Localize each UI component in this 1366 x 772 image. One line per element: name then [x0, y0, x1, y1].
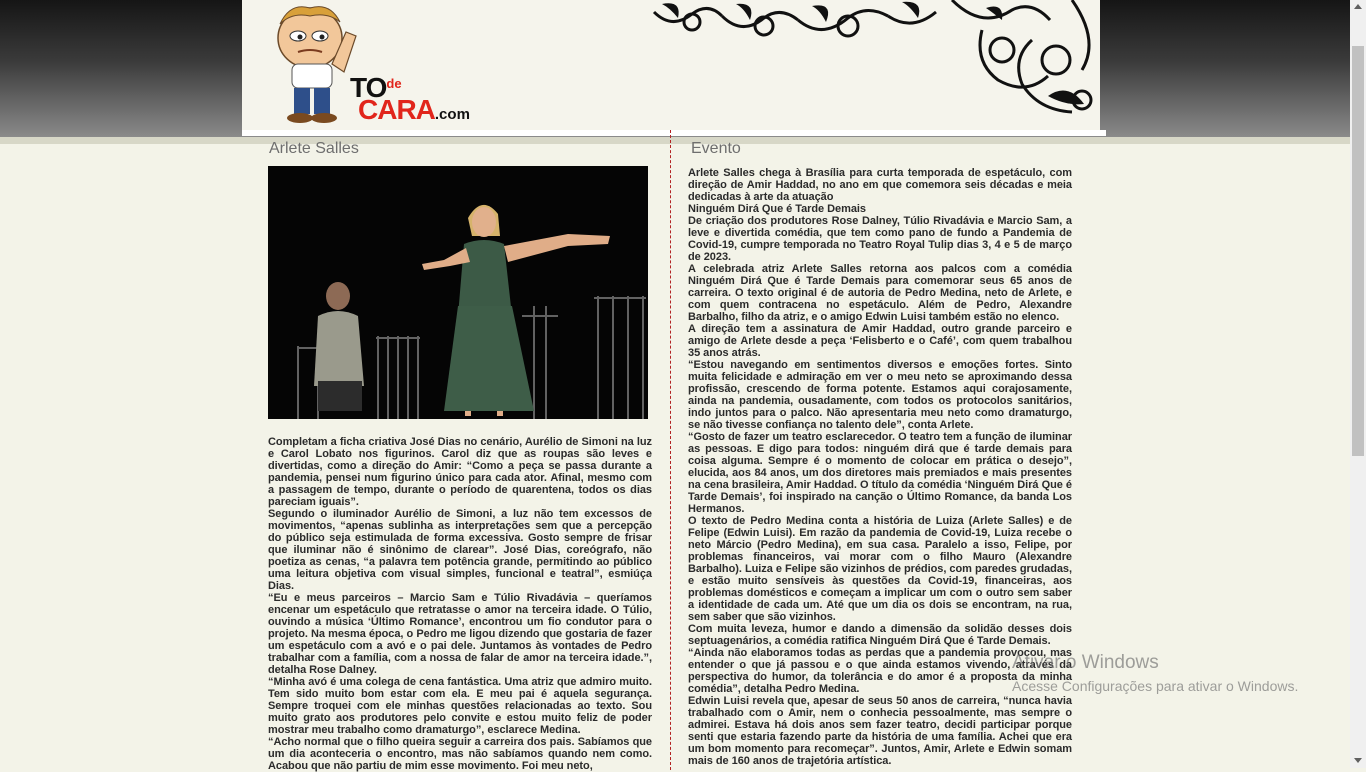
- paragraph: Ninguém Dirá Que é Tarde Demais: [688, 203, 866, 215]
- left-article-text: [268, 436, 652, 772]
- paragraph: “Gosto de fazer um teatro esclarecedor. O teatro tem a função de iluminar as pessoas. E digo para todos: ninguém dirá que é tarde demais para coisa alguma. Sempre é o momento de colocar em prática o desejo”, elucida, aos 84 anos, um dos diretores mais premiados e mais presentes na cena brasileira, Amir Haddad. O título da comédia ‘Ninguém Dirá Que é Tarde Demais’, foi inspirado na canção o Último Romance, da banda Los Hermanos.: [688, 431, 1072, 515]
- paragraph: O texto de Pedro Medina conta a história de Luiza (Arlete Salles) e de Felipe (Edwin Luisi). Em razão da pandemia de Covid-19, Luiza recebe o neto Márcio (Pedro Medina), em sua casa. Paralelo a isso, Felipe, por problemas financeiros, vai morar com o filho Mauro (Alexandre Barbalho). Luiza e Felipe são vizinhos de prédios, com paredes grudadas, e estão muito sensíveis às questões da Covid-19, financeiras, aos problemas domésticos e começam a implicar um com o outro sem saber a identidade de cada um. Até que um dia os dois se encontram, na rua, sem saber que são vizinhos.: [688, 515, 1072, 623]
- logo-com: .com: [434, 106, 470, 123]
- watermark-subtitle: Acesse Configurações para ativar o Windows.: [1012, 678, 1299, 694]
- scrollbar-thumb[interactable]: [1352, 46, 1364, 456]
- paragraph: Edwin Luisi revela que, apesar de seus 50 anos de carreira, “nunca havia trabalhado com o Amir, nem o conhecia pessoalmente, mas sempre o admirei. Estava há dois anos sem fazer teatro, decidi participar porque senti que estaria fazendo parte da história de uma família. Achei que era um bom momento para recomeçar”. Juntos, Amir, Arlete e Edwin somam mais de 160 anos de trajetória artística.: [688, 695, 1072, 767]
- paragraph: A celebrada atriz Arlete Salles retorna aos palcos com a comédia Ninguém Dirá Que é Tarde Demais para comemorar seus 65 anos de carreira. O texto original é de autoria de Pedro Medina, neto de Arlete, e com quem contracena no espetáculo. Além de Pedro, Alexandre Barbalho, filho da atriz, e o amigo Edwin Luisi também estão no elenco.: [688, 263, 1072, 323]
- left-column-title: Arlete Salles: [269, 140, 359, 157]
- header-bottom-line: [0, 137, 1350, 144]
- header-shadow: [242, 130, 1106, 136]
- site-logo[interactable]: [350, 72, 470, 125]
- paragraph: “Minha avó é uma colega de cena fantástica. Uma atriz que admiro muito. Tem sido muito bom estar com ela. E meu pai é aquela segurança. Sempre troquei com ele minhas questões relacionadas ao texto. Sou muito grato aos produtores pelo convite e estou muito feliz de poder mostrar meu trabalho como dramaturgo”, esclarece Medina.: [268, 676, 652, 736]
- paragraph: Arlete Salles chega à Brasília para curta temporada de espetáculo, com direção de Amir Haddad, no ano em que comemora seis décadas e meia dedicadas à arte da atuação: [688, 167, 1072, 203]
- paragraph: Segundo o iluminador Aurélio de Simoni, a luz não tem excessos de movimentos, “apenas sublinha as interpretações sem que a percepção do público seja estimulada de forma excessiva. Gosto sempre de frisar que iluminar não é sinônimo de clarear”. José Dias, coreógrafo, não poetiza as cenas, “a palavra tem potência grande, permitindo ao público uma leitura objetiva com visual simples, funcional e teatral”, esmiúça Dias.: [268, 508, 652, 592]
- paragraph: “Acho normal que o filho queira seguir a carreira dos pais. Sabíamos que um dia aconteceria o encontro, mas não sabíamos quando nem como. Acabou que não partiu de mim esse movimento. Foi meu neto,: [268, 736, 652, 772]
- paragraph: “Estou navegando em sentimentos diversos e emoções fortes. Sinto muita felicidade e admiração em ver o meu neto se aproximando dessa profissão, crescendo de forma potente. Estamos aqui corajosamente, ainda na pandemia, ousadamente, com todos os protocolos sanitários, indo juntos para o palco. Não apresentaria meu neto como dramaturgo, se não tivesse confiança no talento dele”, conta Arlete.: [688, 359, 1072, 431]
- paragraph: “Eu e meus parceiros – Marcio Sam e Túlio Rivadávia – queríamos encenar um espetáculo que retratasse o amor na terceira idade. O Túlio, ouvindo a música ‘Último Romance’, encontrou um fio condutor para o projeto. Na mesma época, o Pedro me ligou dizendo que gostaria de fazer um espetáculo com a avó e o pai dele. Juntamos às vontades de Pedro trabalhar com a família, com a nossa de falar de amor na terceira idade.”, detalha Rose Dalney.: [268, 592, 652, 676]
- scroll-down-arrow-icon[interactable]: [1354, 758, 1362, 763]
- right-column-title: Evento: [691, 140, 741, 157]
- paragraph: A direção tem a assinatura de Amir Haddad, outro grande parceiro e amigo de Arlete desde a peça ‘Felisberto e o Café’, com quem trabalhou 35 anos atrás.: [688, 323, 1072, 359]
- logo-to: TO: [350, 72, 387, 103]
- watermark-title: Ativar o Windows: [1012, 652, 1159, 673]
- mascot-logo-icon[interactable]: [270, 2, 370, 126]
- column-divider: [670, 130, 671, 770]
- article-photo[interactable]: [268, 166, 648, 419]
- paragraph: Com muita leveza, humor e dando a dimensão da solidão desses dois septuagenários, a comédia ratifica Ninguém Dirá Que é Tarde Demais.: [688, 623, 1072, 647]
- right-article-text: [688, 167, 1072, 767]
- scroll-up-arrow-icon[interactable]: [1354, 4, 1362, 9]
- paragraph: Completam a ficha criativa José Dias no cenário, Aurélio de Simoni na luz e Carol Lobato nos figurinos. Carol diz que as roupas são leves e divertidas, como a direção do Amir: “Como a peça se passa durante a pandemia, pensei num figurino único para cada ator. Afinal, mesmo com a passagem de tempo, durante o período de quarentena, todos os dias pareciam iguais”.: [268, 436, 652, 508]
- logo-cara: CARA: [358, 94, 435, 125]
- paragraph: “Ainda não elaboramos todas as perdas que a pandemia provocou, mas entender o que já passou e o que ainda estamos vivendo, através da perspectiva do humor, da tolerância e do amor é a proposta da minha comédia”, detalha Pedro Medina.: [688, 647, 1072, 695]
- floral-ornament-icon: [652, 0, 1100, 120]
- paragraph: De criação dos produtores Rose Dalney, Túlio Rivadávia e Marcio Sam, a leve e divertida comédia, que tem como pano de fundo a Pandemia de Covid-19, cumpre temporada no Teatro Royal Tulip dias 3, 4 e 5 de março de 2023.: [688, 215, 1072, 263]
- vertical-scrollbar[interactable]: [1350, 0, 1366, 768]
- logo-de: de: [386, 76, 402, 91]
